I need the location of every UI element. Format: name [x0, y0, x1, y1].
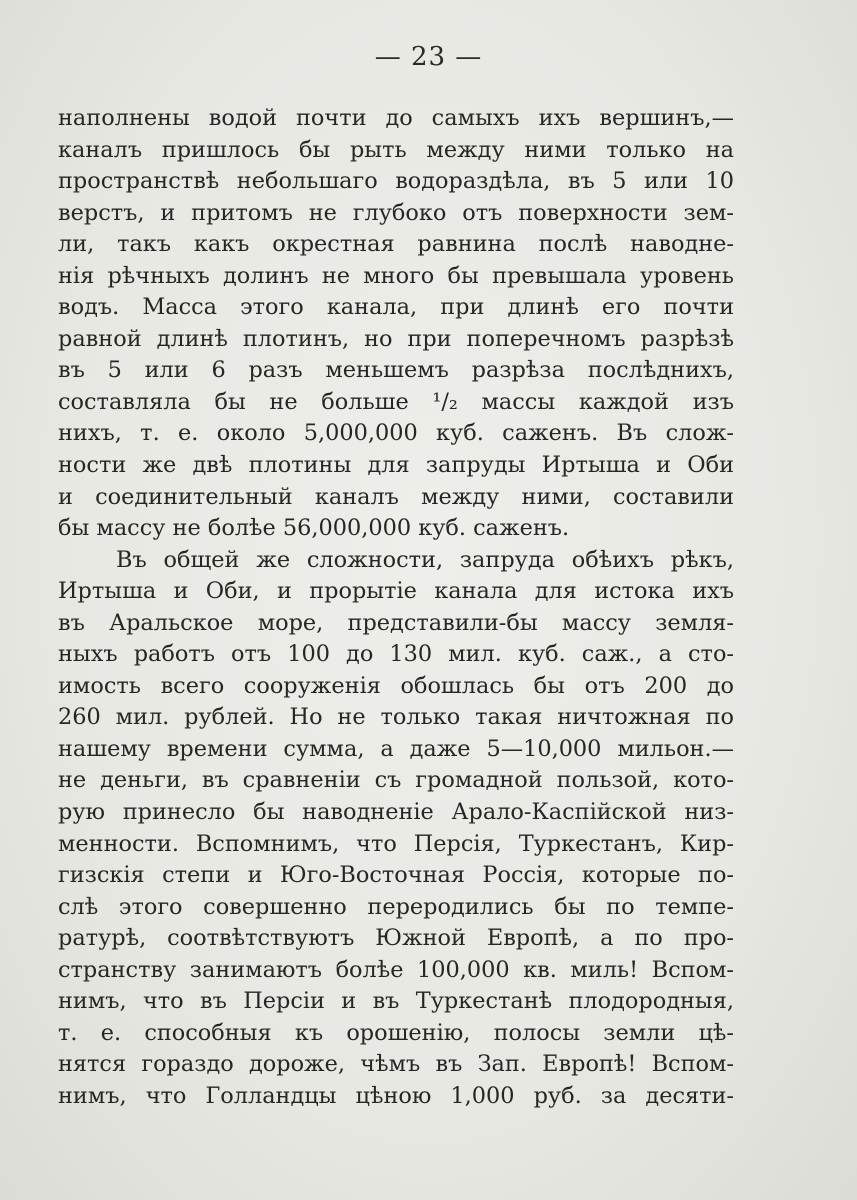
text-line: менности. Вспомнимъ, что Персія, Туркестанъ, Кир- — [58, 830, 734, 857]
paragraph-start-line: Въ общей же сложности, запруда обѣихъ рѣкъ, — [116, 546, 734, 573]
text-line: въ Аральское море, представили-бы массу земля- — [58, 609, 734, 636]
text-line: имость всего сооруженія обошлась бы отъ 200 до — [58, 672, 734, 699]
text-line: нимъ, что Голландцы цѣною 1,000 руб. за десяти- — [58, 1082, 734, 1109]
text-line: каналъ пришлось бы рыть между ними только на — [58, 136, 734, 163]
text-line: нашему времени сумма, а даже 5—10,000 мильон.— — [58, 735, 734, 762]
text-line: рую принесло бы наводненіе Арало-Каспійской низ- — [58, 799, 734, 826]
text-line: нимъ, что въ Персіи и въ Туркестанѣ плодородныя, — [58, 988, 734, 1015]
text-line: ныхъ работъ отъ 100 до 130 мил. куб. саж., а сто- — [58, 641, 734, 668]
text-line: странству занимаютъ болѣе 100,000 кв. миль! Вспом- — [58, 956, 734, 983]
text-line: водъ. Масса этого канала, при длинѣ его почти — [58, 294, 734, 321]
text-line: Иртыша и Оби, и прорытіе канала для истока ихъ — [58, 578, 734, 605]
text-line: 260 мил. рублей. Но не только такая ничтожная по — [58, 704, 734, 731]
paragraph-end-line: бы массу не болѣе 56,000,000 куб. саженъ. — [58, 515, 570, 542]
text-line: ли, такъ какъ окрестная равнина послѣ наводне- — [58, 231, 734, 258]
text-line: ратурѣ, соотвѣтствуютъ Южной Европѣ, а по про- — [58, 925, 734, 952]
text-line: ности же двѣ плотины для запруды Иртыша и Оби — [58, 452, 734, 479]
text-line: не деньги, въ сравненіи съ громадной пользой, кото- — [58, 767, 734, 794]
body-text — [58, 103, 734, 1113]
text-line: гизскія степи и Юго-Восточная Россія, которые по- — [58, 862, 734, 889]
text-line: и соединительный каналъ между ними, составили — [58, 483, 734, 510]
page-number: — 23 — — [374, 42, 483, 72]
text-line: нихъ, т. е. около 5,000,000 куб. саженъ. Въ слож- — [58, 420, 734, 447]
text-line: нятся гораздо дороже, чѣмъ въ Зап. Европѣ! Вспом- — [58, 1051, 734, 1078]
text-line: пространствѣ небольшаго водораздѣла, въ 5 или 10 — [58, 168, 734, 195]
text-line: т. е. способныя къ орошенію, полосы земли цѣ- — [58, 1019, 734, 1046]
text-line: слѣ этого совершенно переродились бы по темпе- — [58, 893, 734, 920]
text-line: въ 5 или 6 разъ меньшемъ разрѣза послѣднихъ, — [58, 357, 734, 384]
text-line: равной длинѣ плотинъ, но при поперечномъ разрѣзѣ — [58, 325, 734, 352]
text-line: нія рѣчныхъ долинъ не много бы превышала уровень — [58, 262, 734, 289]
text-line: составляла бы не больше ¹/₂ массы каждой изъ — [58, 388, 734, 415]
text-line: верстъ, и притомъ не глубоко отъ поверхности зем- — [58, 199, 734, 226]
text-line: наполнены водой почти до самыхъ ихъ вершинъ,— — [58, 105, 734, 131]
